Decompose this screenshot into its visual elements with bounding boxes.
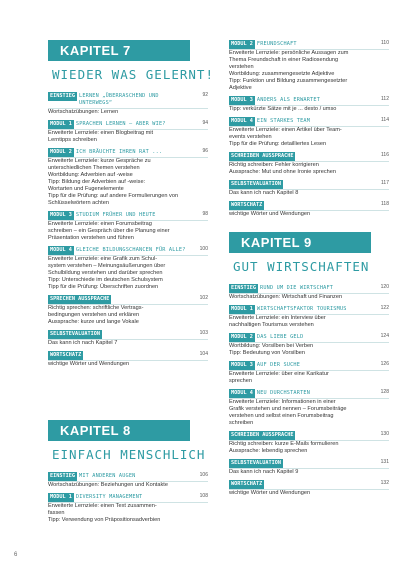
chapter-label: KAPITEL 9 (229, 232, 371, 253)
section-detail-line: verstehen (229, 64, 254, 70)
section-detail-line: Tipp für die Prüfung: Überschriften zuordnen (48, 284, 159, 290)
toc-entry-header (229, 431, 389, 441)
toc-entry[interactable] (229, 333, 389, 357)
toc-entry[interactable] (48, 120, 208, 144)
toc-entry[interactable] (48, 493, 208, 524)
section-detail-line: Tipp: Unterschiede im deutschen Schulsystem (48, 277, 163, 283)
page-ref: 126 (380, 361, 389, 367)
section-detail-line: Aussprache: kurze und lange Vokale (48, 319, 139, 325)
section-detail-line: Wortschatzübungen: Beziehungen und Kontakte (48, 482, 168, 488)
section-tag: MODUL 3 (231, 362, 253, 368)
toc-entry-header (229, 117, 389, 127)
section-detail-line: nachhaltigen Tourismus verstehen (229, 322, 314, 328)
toc-entry[interactable] (229, 152, 389, 176)
page-ref: 104 (199, 351, 208, 357)
section-detail-line: Schulbildung verstehen und darüber sprechen (48, 270, 163, 276)
right-column (229, 40, 389, 501)
toc-entry[interactable] (229, 431, 389, 455)
toc-entry-header (229, 152, 389, 162)
section-tag: EINSTIEG (50, 93, 75, 99)
section-tag: EINSTIEG (231, 285, 256, 291)
toc-entry-header (229, 180, 389, 190)
toc-entry[interactable] (229, 305, 389, 329)
section-tag: MODUL 4 (231, 390, 253, 396)
section-detail-line: Schlüsselwörtern achten (48, 200, 109, 206)
toc-entry[interactable] (229, 180, 389, 197)
toc-entry[interactable] (229, 480, 389, 497)
section-tag: MODUL 3 (50, 212, 72, 218)
page-ref: 131 (380, 459, 389, 465)
toc-entry-header (48, 92, 208, 109)
section-tag: MODUL 1 (231, 306, 253, 312)
page-number: 6 (14, 552, 18, 558)
page-ref: 106 (199, 472, 208, 478)
section-detail-line: Erweiterte Lernziele: einen Blogbeitrag mit (48, 130, 154, 136)
page-ref: 120 (380, 284, 389, 290)
section-title: ANDERS ALS ERWARTET (256, 97, 321, 103)
section-detail-line: Erweiterte Lernziele: kurze Gespräche zu (48, 158, 151, 164)
section-detail-line: wichtige Wörter und Wendungen (229, 211, 311, 217)
page-ref: 117 (381, 180, 389, 186)
section-detail-line: events verstehen (229, 134, 272, 140)
section-detail-line: Grafik verstehen und nennen – Forumsbeiträge (229, 406, 347, 412)
section-detail-line: schreiben – ein Gespräch über die Planung einer (48, 228, 170, 234)
section-detail-line: Erweiterte Lernziele: persönliche Aussagen zum (229, 50, 349, 56)
page-ref: 116 (381, 152, 389, 158)
section-detail-line: Tipp: Verwendung von Präpositionsadverbien (48, 517, 161, 523)
chapter-label: KAPITEL 7 (48, 40, 190, 61)
section-detail-line: Erweiterte Lernziele: eine Grafik zum Schul- (48, 256, 158, 262)
section-tag: MODUL 2 (231, 41, 253, 47)
chapter-title: WIEDER WAS GELERNT! (52, 67, 214, 82)
section-tag: EINSTIEG (50, 473, 75, 479)
section-tag: WORTSCHATZ (50, 352, 82, 358)
section-detail-line: fassen (48, 510, 65, 516)
section-tag: MODUL 4 (50, 247, 72, 253)
toc-entry[interactable] (48, 246, 208, 291)
section-tag: MODUL 3 (231, 97, 253, 103)
section-detail-line: Das kann ich nach Kapitel 7 (48, 340, 118, 346)
section-detail-line: Erweiterte Lernziele: über eine Karikatur (229, 371, 329, 377)
toc-entry[interactable] (48, 351, 208, 368)
page-ref: 114 (381, 117, 389, 123)
section-detail-line: Wortschatzübungen: Wirtschaft und Finanzen (229, 294, 343, 300)
section-tag: WORTSCHATZ (231, 202, 263, 208)
toc-entry-header (48, 211, 208, 221)
page-ref: 94 (202, 120, 208, 126)
toc-entry[interactable] (48, 211, 208, 242)
section-detail-line: Wortschatzübungen: Lernen (48, 109, 119, 115)
section-detail-line: bedingungen verstehen und erklären (48, 312, 140, 318)
toc-entry[interactable] (229, 361, 389, 385)
page-ref: 100 (199, 246, 208, 252)
section-detail-line: Das kann ich nach Kapitel 9 (229, 469, 299, 475)
toc-entry[interactable] (229, 389, 389, 427)
section-detail-line: Adjektive (229, 85, 252, 91)
section-detail-line: Wortbildung: zusammengesetzte Adjektive (229, 71, 335, 77)
section-tag: WORTSCHATZ (231, 481, 263, 487)
toc-entry-header (48, 246, 208, 256)
page-ref: 122 (380, 305, 389, 311)
section-detail-line: verstehen und selbst einen Forumsbeitrag (229, 413, 334, 419)
page-ref: 132 (380, 480, 389, 486)
toc-entry-header (229, 40, 389, 50)
section-tag: SELBSTEVALUATION (231, 181, 281, 187)
section-title: EIN STARKES TEAM (256, 118, 311, 124)
section-detail-line: Aussprache: lebendig sprechen (229, 448, 308, 454)
toc-entry-header (229, 480, 389, 490)
section-title: STUDIUM FRÜHER UND HEUTE (75, 212, 156, 218)
section-detail-line: Tipp: Funktion und Bildung zusammengesetzter (229, 78, 348, 84)
page-ref: 108 (199, 493, 208, 499)
toc-entry[interactable] (229, 117, 389, 148)
page-ref: 92 (202, 92, 208, 98)
toc-entry[interactable] (48, 330, 208, 347)
section-detail-line: Das kann ich nach Kapitel 8 (229, 190, 299, 196)
toc-entry-header (229, 284, 389, 294)
toc-entry[interactable] (229, 459, 389, 476)
toc-entry-header (229, 201, 389, 211)
toc-entry-header (229, 333, 389, 343)
section-detail-line: wichtige Wörter und Wendungen (48, 361, 130, 367)
toc-entry-header (229, 389, 389, 399)
section-title: AUF DER SUCHE (256, 362, 301, 368)
section-detail-line: Richtig schreiben: kurze E-Mails formulieren (229, 441, 339, 447)
page-ref: 112 (381, 96, 389, 102)
page-ref: 96 (202, 148, 208, 154)
section-detail-line: Tipp für die Prüfung: detailliertes Lesen (229, 141, 327, 147)
section-detail-line: Tipp: Bedeutung von Vorsilben (229, 350, 305, 356)
toc-entry-header (229, 305, 389, 315)
toc-entry[interactable] (229, 284, 389, 301)
toc-entry-header (229, 361, 389, 371)
toc-entry[interactable] (48, 295, 208, 326)
toc-entry[interactable] (229, 201, 389, 218)
toc-entry-header (48, 295, 208, 305)
left-column (48, 40, 214, 528)
section-detail-line: Tipp für die Prüfung: auf andere Formulierungen von (48, 193, 179, 199)
toc-entry-header (48, 330, 208, 340)
toc-entry-header (48, 148, 208, 158)
chapter-title: EINFACH MENSCHLICH (52, 447, 206, 462)
section-title: MIT ANDEREN AUGEN (79, 473, 136, 479)
section-detail-line: Erweiterte Lernziele: einen Artikel über Team- (229, 127, 342, 133)
section-detail-line: Richtig schreiben: Fehler korrigieren (229, 162, 319, 168)
page-ref: 103 (199, 330, 208, 336)
section-detail-line: Wortbildung: Adverbien auf -weise (48, 172, 133, 178)
page-ref: 118 (381, 201, 389, 207)
section-detail-line: Erweiterte Lernziele: einen Forumsbeitrag (48, 221, 152, 227)
section-tag: MODUL 4 (231, 118, 253, 124)
toc-entry-header (48, 493, 208, 503)
section-detail-line: Wortbildung: Vorsilben bei Verben (229, 343, 314, 349)
chapter-label: KAPITEL 8 (48, 420, 190, 441)
section-detail-line: Thema Freundschaft in einer Radiosendung (229, 57, 339, 63)
section-tag: SELBSTEVALUATION (231, 460, 281, 466)
section-detail-line: Wortarten und Fugenelemente (48, 186, 124, 192)
section-title: NEU DURCHSTARTEN (256, 390, 311, 396)
section-tag: MODUL 2 (50, 149, 72, 155)
toc-entry-header (48, 472, 208, 482)
toc-entry-header (48, 120, 208, 130)
toc-entry[interactable] (48, 472, 208, 489)
toc-entry[interactable] (229, 40, 389, 92)
page-ref: 110 (381, 40, 389, 46)
toc-entry-header (229, 459, 389, 469)
section-tag: SCHREIBEN AUSSPRACHE (231, 432, 294, 438)
section-title: DIVERSITY MANAGEMENT (75, 494, 143, 500)
section-detail-line: system verstehen – Meinungsäußerungen über (48, 263, 166, 269)
toc-entry[interactable] (48, 148, 208, 207)
section-title: SPRACHEN LERNEN – ABER WIE? (75, 121, 166, 127)
toc-entry-header (229, 96, 389, 106)
section-tag: SCHREIBEN AUSSPRACHE (231, 153, 294, 159)
section-tag: MODUL 1 (50, 121, 72, 127)
section-detail-line: sprechen (229, 378, 253, 384)
toc-entry[interactable] (229, 96, 389, 113)
section-detail-line: Tipp: verkürzte Sätze mit je ... desto / umso (229, 106, 337, 112)
toc-entry[interactable] (48, 92, 208, 116)
section-detail-line: Tipp: Bildung der Adverbien auf -weise: (48, 179, 146, 185)
section-detail-line: wichtige Wörter und Wendungen (229, 490, 311, 496)
section-detail-line: Erweiterte Lernziele: Informationen in einer (229, 399, 336, 405)
section-detail-line: Lerntipps schreiben (48, 137, 97, 143)
section-tag: MODUL 2 (231, 334, 253, 340)
chapter-title: GUT WIRTSCHAFTEN (233, 259, 370, 274)
section-title: FREUNDSCHAFT (256, 41, 297, 47)
page-ref: 124 (380, 333, 389, 339)
section-detail-line: schreiben (229, 420, 254, 426)
section-tag: SELBSTEVALUATION (50, 331, 100, 337)
toc-entry-header (48, 351, 208, 361)
section-tag: SPRECHEN AUSSPRACHE (50, 296, 110, 302)
page-ref: 128 (380, 389, 389, 395)
section-detail-line: unterschiedlichen Themen verstehen (48, 165, 140, 171)
section-title: GLEICHE BILDUNGSCHANCEN FÜR ALLE? (75, 247, 186, 253)
page-ref: 130 (380, 431, 389, 437)
section-detail-line: Erweiterte Lernziele: einen Text zusammen- (48, 503, 157, 509)
section-title: ICH BRÄUCHTE IHREN RAT ... (75, 149, 163, 155)
section-title: RUND UM DIE WIRTSCHAFT (260, 285, 334, 291)
section-detail-line: Erweiterte Lernziele: ein Interview über (229, 315, 326, 321)
page-ref: 98 (202, 211, 208, 217)
page-ref: 102 (199, 295, 208, 301)
section-title: WIRTSCHAFTSFAKTOR TOURISMUS (256, 306, 347, 312)
section-detail-line: Aussprache: Mut und ohne Ironie sprechen (229, 169, 336, 175)
section-detail-line: Richtig sprechen: schriftliche Vertrags- (48, 305, 144, 311)
section-title: LERNEN „ÜBERRASCHEND UND UNTERWEGS“ (79, 93, 159, 106)
section-title: DAS LIEBE GELD (256, 334, 304, 340)
section-detail-line: Präsentation verstehen und führen (48, 235, 134, 241)
section-tag: MODUL 1 (50, 494, 72, 500)
